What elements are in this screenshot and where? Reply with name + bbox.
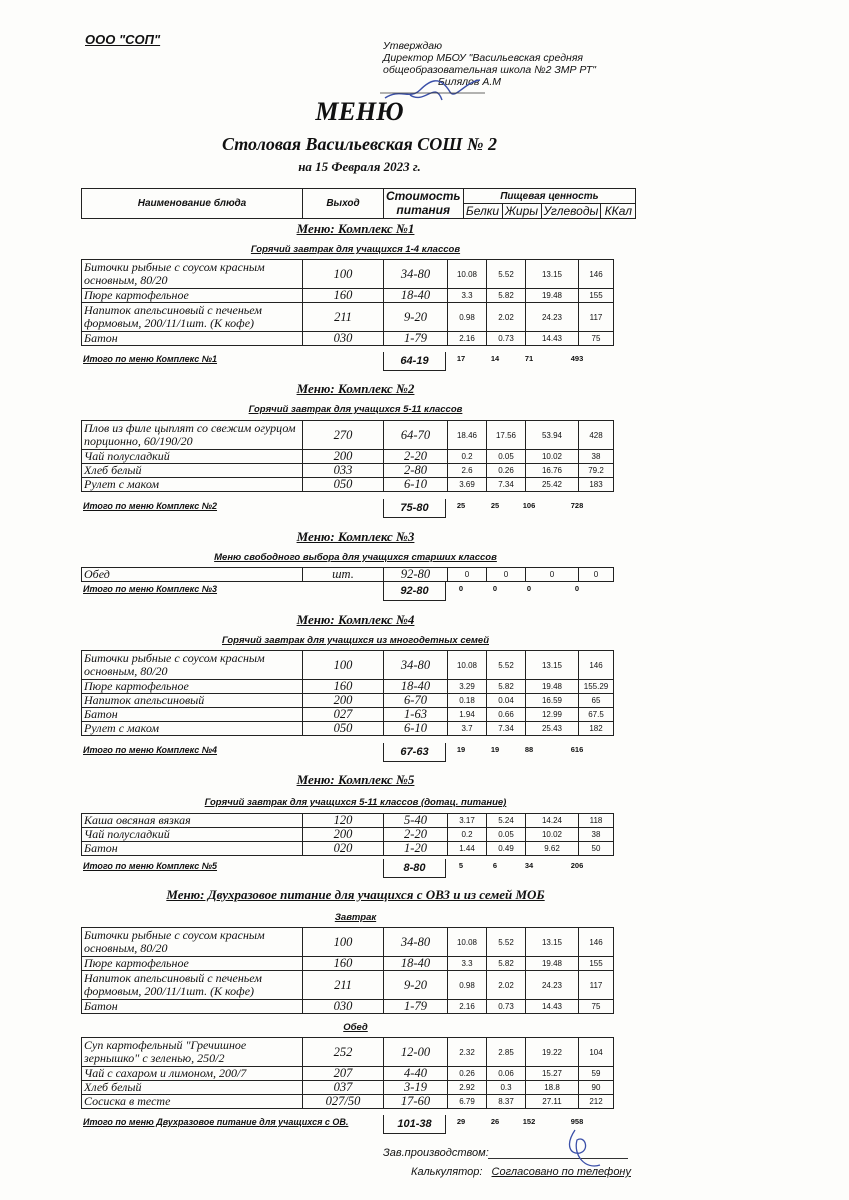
section-title: Меню: Комплекс №2 bbox=[296, 381, 415, 396]
dish-output: 020 bbox=[303, 842, 384, 856]
dish-name: Рулет с маком bbox=[82, 478, 303, 492]
total-label: Итого по меню Комплекс №5 bbox=[83, 861, 218, 871]
dish-fat: 0.06 bbox=[487, 1067, 526, 1081]
dish-output: 211 bbox=[303, 303, 384, 332]
col-fat-header: Жиры bbox=[502, 204, 541, 219]
total-label: Итого по меню Комплекс №4 bbox=[83, 745, 218, 755]
section-subtitle: Горячий завтрак для учащихся из многодетных семей bbox=[222, 635, 489, 646]
dish-output: 050 bbox=[303, 478, 384, 492]
dish-fat: 7.34 bbox=[487, 478, 526, 492]
dish-kcal: 50 bbox=[579, 842, 614, 856]
dish-carbs: 19.48 bbox=[526, 289, 579, 303]
dish-output: 207 bbox=[303, 1067, 384, 1081]
dish-carbs: 53.94 bbox=[526, 421, 579, 450]
dish-name: Батон bbox=[82, 332, 303, 346]
dish-kcal: 155.29 bbox=[579, 680, 614, 694]
dish-fat: 0 bbox=[487, 568, 526, 582]
dish-output: 160 bbox=[303, 957, 384, 971]
total-protein: 0 bbox=[458, 584, 464, 593]
dish-cost: 6-10 bbox=[384, 478, 448, 492]
total-cost: 75-80 bbox=[383, 499, 446, 518]
total-carbs: 0 bbox=[526, 584, 532, 593]
dish-carbs: 14.43 bbox=[526, 1000, 579, 1014]
dish-carbs: 25.42 bbox=[526, 478, 579, 492]
dish-name: Чай полусладкий bbox=[82, 828, 303, 842]
section-title: Меню: Комплекс №1 bbox=[296, 221, 415, 236]
table-row bbox=[82, 694, 614, 708]
dish-kcal: 38 bbox=[579, 450, 614, 464]
dish-output: 252 bbox=[303, 1038, 384, 1067]
table-row bbox=[82, 478, 614, 492]
table-row bbox=[82, 450, 614, 464]
dish-protein: 1.44 bbox=[448, 842, 487, 856]
dish-name: Батон bbox=[82, 708, 303, 722]
table-row bbox=[82, 722, 614, 736]
dish-carbs: 14.24 bbox=[526, 814, 579, 828]
production-signature bbox=[555, 1125, 615, 1175]
menu-date: на 15 Февраля 2023 г. bbox=[298, 159, 421, 174]
dish-name: Хлеб белый bbox=[82, 464, 303, 478]
dish-carbs: 24.23 bbox=[526, 971, 579, 1000]
dish-output: 200 bbox=[303, 694, 384, 708]
dish-kcal: 75 bbox=[579, 1000, 614, 1014]
col-out-header: Выход bbox=[303, 189, 384, 219]
table-row bbox=[82, 828, 614, 842]
dish-cost: 4-40 bbox=[384, 1067, 448, 1081]
dish-fat: 0.04 bbox=[487, 694, 526, 708]
total-cost: 101-38 bbox=[383, 1115, 446, 1134]
table-row bbox=[82, 842, 614, 856]
dish-carbs: 13.15 bbox=[526, 651, 579, 680]
footer-calculator-value: Согласовано по телефону bbox=[491, 1166, 631, 1178]
dish-name: Плов из филе цыплят со свежим огурцом порционно, 60/190/20 bbox=[82, 421, 303, 450]
dish-carbs: 25.43 bbox=[526, 722, 579, 736]
dish-kcal: 59 bbox=[579, 1067, 614, 1081]
dish-protein: 2.16 bbox=[448, 1000, 487, 1014]
dish-protein: 6.79 bbox=[448, 1095, 487, 1109]
dish-protein: 0.98 bbox=[448, 303, 487, 332]
menu-table bbox=[81, 927, 614, 1014]
dish-output: 050 bbox=[303, 722, 384, 736]
dish-name: Чай с сахаром и лимоном, 200/7 bbox=[82, 1067, 303, 1081]
dish-kcal: 104 bbox=[579, 1038, 614, 1067]
dish-fat: 5.82 bbox=[487, 680, 526, 694]
dish-output: 030 bbox=[303, 1000, 384, 1014]
dish-protein: 2.32 bbox=[448, 1038, 487, 1067]
total-fat: 25 bbox=[490, 501, 500, 510]
section-total bbox=[81, 1116, 630, 1132]
total-carbs: 152 bbox=[522, 1117, 536, 1126]
dish-carbs: 19.48 bbox=[526, 957, 579, 971]
section-subtitle: Горячий завтрак для учащихся 1-4 классов bbox=[250, 244, 461, 255]
dish-kcal: 155 bbox=[579, 957, 614, 971]
dish-cost: 1-79 bbox=[384, 1000, 448, 1014]
dish-protein: 3.17 bbox=[448, 814, 487, 828]
dish-cost: 1-20 bbox=[384, 842, 448, 856]
total-protein: 17 bbox=[456, 354, 466, 363]
dish-carbs: 19.48 bbox=[526, 680, 579, 694]
dish-output: 027/50 bbox=[303, 1095, 384, 1109]
dish-carbs: 15.27 bbox=[526, 1067, 579, 1081]
dish-protein: 10.08 bbox=[448, 651, 487, 680]
dish-output: 160 bbox=[303, 680, 384, 694]
total-label: Итого по меню Двухразовое питание для учащихся с ОВ. bbox=[83, 1117, 349, 1127]
menu-table bbox=[81, 650, 614, 736]
dish-kcal: 90 bbox=[579, 1081, 614, 1095]
menu-table bbox=[81, 813, 614, 856]
dish-name: Биточки рыбные с соусом красным основным, 80/20 bbox=[82, 260, 303, 289]
dish-fat: 0.73 bbox=[487, 1000, 526, 1014]
table-row bbox=[82, 332, 614, 346]
section-subtitle: Меню свободного выбора для учащихся старших классов bbox=[214, 552, 497, 563]
total-fat: 14 bbox=[490, 354, 500, 363]
table-row bbox=[82, 464, 614, 478]
footer-production bbox=[383, 1147, 489, 1159]
dish-fat: 0.49 bbox=[487, 842, 526, 856]
dish-carbs: 27.11 bbox=[526, 1095, 579, 1109]
menu-table bbox=[81, 567, 614, 582]
section-total bbox=[81, 353, 630, 369]
dish-cost: 1-63 bbox=[384, 708, 448, 722]
dish-name: Биточки рыбные с соусом красным основным, 80/20 bbox=[82, 928, 303, 957]
dish-output: шт. bbox=[303, 568, 384, 582]
col-cost-header-1: Стоимость bbox=[384, 189, 464, 204]
dish-cost: 64-70 bbox=[384, 421, 448, 450]
total-fat: 6 bbox=[492, 861, 498, 870]
dish-cost: 5-40 bbox=[384, 814, 448, 828]
approve-signer: Билялов А.М bbox=[437, 76, 501, 88]
total-carbs: 88 bbox=[524, 745, 534, 754]
table-row bbox=[82, 1067, 614, 1081]
dish-name: Хлеб белый bbox=[82, 1081, 303, 1095]
dish-name: Сосиска в тесте bbox=[82, 1095, 303, 1109]
table-row bbox=[82, 568, 614, 582]
dish-cost: 2-80 bbox=[384, 464, 448, 478]
dish-name: Батон bbox=[82, 842, 303, 856]
col-protein-header: Белки bbox=[463, 204, 502, 219]
table-row bbox=[82, 303, 614, 332]
dish-cost: 1-79 bbox=[384, 332, 448, 346]
dish-name: Суп картофельный "Гречишное зернышко" с зеленью, 250/2 bbox=[82, 1038, 303, 1067]
dish-cost: 18-40 bbox=[384, 289, 448, 303]
dish-carbs: 9.62 bbox=[526, 842, 579, 856]
total-fat: 26 bbox=[490, 1117, 500, 1126]
section-total bbox=[81, 583, 630, 599]
dish-protein: 0.98 bbox=[448, 971, 487, 1000]
menu-table bbox=[81, 420, 614, 492]
dish-cost: 34-80 bbox=[384, 928, 448, 957]
section-title: Меню: Комплекс №4 bbox=[296, 612, 415, 627]
dish-carbs: 18.8 bbox=[526, 1081, 579, 1095]
table-row bbox=[82, 957, 614, 971]
dish-cost: 6-70 bbox=[384, 694, 448, 708]
dish-cost: 9-20 bbox=[384, 971, 448, 1000]
dish-protein: 10.08 bbox=[448, 260, 487, 289]
dish-kcal: 146 bbox=[579, 651, 614, 680]
dish-kcal: 0 bbox=[579, 568, 614, 582]
dish-cost: 9-20 bbox=[384, 303, 448, 332]
total-cost: 8-80 bbox=[383, 859, 446, 878]
dish-protein: 3.29 bbox=[448, 680, 487, 694]
dish-protein: 3.3 bbox=[448, 289, 487, 303]
dish-protein: 1.94 bbox=[448, 708, 487, 722]
section-subtitle: Горячий завтрак для учащихся 5-11 классов bbox=[248, 404, 463, 415]
dish-output: 270 bbox=[303, 421, 384, 450]
total-kcal: 616 bbox=[570, 745, 584, 754]
dish-protein: 2.92 bbox=[448, 1081, 487, 1095]
total-carbs: 106 bbox=[522, 501, 536, 510]
dish-protein: 0.26 bbox=[448, 1067, 487, 1081]
dish-name: Напиток апельсиновый bbox=[82, 694, 303, 708]
dish-protein: 3.3 bbox=[448, 957, 487, 971]
dish-kcal: 117 bbox=[579, 303, 614, 332]
table-row bbox=[82, 814, 614, 828]
section-total bbox=[81, 860, 630, 876]
section-title: Меню: Комплекс №5 bbox=[296, 772, 415, 787]
dish-carbs: 19.22 bbox=[526, 1038, 579, 1067]
menu-table bbox=[81, 259, 614, 346]
dish-fat: 0.26 bbox=[487, 464, 526, 478]
approve-line-3: общеобразовательная школа №2 ЗМР РТ" bbox=[383, 64, 596, 76]
dish-output: 160 bbox=[303, 289, 384, 303]
total-kcal: 206 bbox=[570, 861, 584, 870]
page-subtitle: Столовая Васильевская СОШ № 2 bbox=[222, 134, 497, 154]
col-kcal-header: ККал bbox=[601, 204, 636, 219]
total-carbs: 34 bbox=[524, 861, 534, 870]
col-cost-header-2: питания bbox=[384, 204, 464, 219]
dish-protein: 3.7 bbox=[448, 722, 487, 736]
dish-output: 100 bbox=[303, 651, 384, 680]
dish-cost: 18-40 bbox=[384, 680, 448, 694]
dish-output: 200 bbox=[303, 828, 384, 842]
dish-kcal: 38 bbox=[579, 828, 614, 842]
dish-name: Обед bbox=[82, 568, 303, 582]
dish-kcal: 212 bbox=[579, 1095, 614, 1109]
total-kcal: 493 bbox=[570, 354, 584, 363]
dish-kcal: 183 bbox=[579, 478, 614, 492]
table-row bbox=[82, 1000, 614, 1014]
dish-fat: 5.82 bbox=[487, 289, 526, 303]
col-nutrition-header: Пищевая ценность bbox=[463, 189, 636, 204]
dish-kcal: 155 bbox=[579, 289, 614, 303]
total-label: Итого по меню Комплекс №2 bbox=[83, 501, 218, 511]
dish-cost: 17-60 bbox=[384, 1095, 448, 1109]
table-row bbox=[82, 1038, 614, 1067]
dish-cost: 2-20 bbox=[384, 828, 448, 842]
total-kcal: 958 bbox=[570, 1117, 584, 1126]
header-table bbox=[81, 188, 636, 219]
dish-name: Биточки рыбные с соусом красным основным, 80/20 bbox=[82, 651, 303, 680]
dish-cost: 12-00 bbox=[384, 1038, 448, 1067]
dish-fat: 0.3 bbox=[487, 1081, 526, 1095]
dish-carbs: 0 bbox=[526, 568, 579, 582]
table-row bbox=[82, 260, 614, 289]
dish-fat: 8.37 bbox=[487, 1095, 526, 1109]
page-title: МЕНЮ bbox=[315, 97, 404, 126]
dish-carbs: 10.02 bbox=[526, 828, 579, 842]
total-protein: 25 bbox=[456, 501, 466, 510]
col-name-header: Наименование блюда bbox=[82, 189, 303, 219]
ovz-breakfast-subtitle: Завтрак bbox=[334, 912, 377, 923]
footer-calculator-label: Калькулятор: bbox=[411, 1166, 483, 1178]
dish-fat: 2.85 bbox=[487, 1038, 526, 1067]
dish-protein: 3.69 bbox=[448, 478, 487, 492]
total-cost: 67-63 bbox=[383, 743, 446, 762]
ovz-lunch-subtitle: Обед bbox=[343, 1022, 368, 1033]
total-label: Итого по меню Комплекс №1 bbox=[83, 354, 218, 364]
dish-kcal: 117 bbox=[579, 971, 614, 1000]
table-row bbox=[82, 1081, 614, 1095]
dish-cost: 3-19 bbox=[384, 1081, 448, 1095]
dish-fat: 5.52 bbox=[487, 651, 526, 680]
dish-output: 100 bbox=[303, 260, 384, 289]
dish-kcal: 65 bbox=[579, 694, 614, 708]
total-kcal: 0 bbox=[574, 584, 580, 593]
dish-carbs: 13.15 bbox=[526, 260, 579, 289]
approve-line-2: Директор МБОУ "Васильевская средняя bbox=[383, 52, 584, 64]
dish-name: Рулет с маком bbox=[82, 722, 303, 736]
section-total bbox=[81, 500, 630, 516]
total-cost: 92-80 bbox=[383, 582, 446, 601]
dish-fat: 7.34 bbox=[487, 722, 526, 736]
table-row bbox=[82, 289, 614, 303]
dish-cost: 6-10 bbox=[384, 722, 448, 736]
dish-kcal: 428 bbox=[579, 421, 614, 450]
dish-fat: 5.82 bbox=[487, 957, 526, 971]
dish-output: 030 bbox=[303, 332, 384, 346]
total-protein: 29 bbox=[456, 1117, 466, 1126]
dish-carbs: 16.59 bbox=[526, 694, 579, 708]
dish-protein: 0.18 bbox=[448, 694, 487, 708]
dish-cost: 34-80 bbox=[384, 260, 448, 289]
table-row bbox=[82, 971, 614, 1000]
dish-cost: 92-80 bbox=[384, 568, 448, 582]
dish-cost: 34-80 bbox=[384, 651, 448, 680]
table-row bbox=[82, 680, 614, 694]
dish-name: Напиток апельсиновый с печеньем формовым, 200/11/1шт. (К кофе) bbox=[82, 971, 303, 1000]
total-fat: 19 bbox=[490, 745, 500, 754]
dish-kcal: 75 bbox=[579, 332, 614, 346]
dish-carbs: 13.15 bbox=[526, 928, 579, 957]
dish-kcal: 146 bbox=[579, 260, 614, 289]
table-row bbox=[82, 651, 614, 680]
dish-carbs: 24.23 bbox=[526, 303, 579, 332]
dish-cost: 18-40 bbox=[384, 957, 448, 971]
dish-fat: 5.24 bbox=[487, 814, 526, 828]
section-total bbox=[81, 744, 630, 760]
dish-fat: 0.73 bbox=[487, 332, 526, 346]
table-row bbox=[82, 928, 614, 957]
dish-protein: 18.46 bbox=[448, 421, 487, 450]
dish-fat: 2.02 bbox=[487, 971, 526, 1000]
col-carb-header: Углеводы bbox=[541, 204, 601, 219]
dish-output: 027 bbox=[303, 708, 384, 722]
dish-fat: 5.52 bbox=[487, 260, 526, 289]
dish-cost: 2-20 bbox=[384, 450, 448, 464]
dish-fat: 0.66 bbox=[487, 708, 526, 722]
dish-name: Пюре картофельное bbox=[82, 680, 303, 694]
dish-name: Чай полусладкий bbox=[82, 450, 303, 464]
ovz-section-title: Меню: Двухразовое питание для учащихся с ОВЗ и из семей МОБ bbox=[166, 887, 545, 902]
dish-fat: 0.05 bbox=[487, 828, 526, 842]
table-row bbox=[82, 708, 614, 722]
table-row bbox=[82, 421, 614, 450]
dish-kcal: 182 bbox=[579, 722, 614, 736]
dish-kcal: 67.5 bbox=[579, 708, 614, 722]
dish-carbs: 12.99 bbox=[526, 708, 579, 722]
approve-line-1: Утверждаю bbox=[383, 40, 443, 52]
dish-name: Каша овсяная вязкая bbox=[82, 814, 303, 828]
dish-carbs: 10.02 bbox=[526, 450, 579, 464]
dish-protein: 2.16 bbox=[448, 332, 487, 346]
dish-fat: 2.02 bbox=[487, 303, 526, 332]
dish-protein: 10.08 bbox=[448, 928, 487, 957]
section-subtitle: Горячий завтрак для учащихся 5-11 классов (дотац. питание) bbox=[204, 797, 507, 808]
section-title: Меню: Комплекс №3 bbox=[296, 529, 415, 544]
total-kcal: 728 bbox=[570, 501, 584, 510]
dish-kcal: 146 bbox=[579, 928, 614, 957]
dish-output: 211 bbox=[303, 971, 384, 1000]
total-carbs: 71 bbox=[524, 354, 534, 363]
footer-production-label: Зав.производством: bbox=[383, 1147, 489, 1159]
dish-name: Напиток апельсиновый с печеньем формовым, 200/11/1шт. (К кофе) bbox=[82, 303, 303, 332]
dish-fat: 5.52 bbox=[487, 928, 526, 957]
dish-fat: 17.56 bbox=[487, 421, 526, 450]
total-protein: 5 bbox=[458, 861, 464, 870]
dish-protein: 0.2 bbox=[448, 828, 487, 842]
total-cost: 64-19 bbox=[383, 352, 446, 371]
dish-output: 120 bbox=[303, 814, 384, 828]
dish-name: Пюре картофельное bbox=[82, 957, 303, 971]
total-protein: 19 bbox=[456, 745, 466, 754]
dish-output: 100 bbox=[303, 928, 384, 957]
dish-protein: 2.6 bbox=[448, 464, 487, 478]
dish-name: Батон bbox=[82, 1000, 303, 1014]
dish-protein: 0.2 bbox=[448, 450, 487, 464]
dish-output: 037 bbox=[303, 1081, 384, 1095]
company-name: ООО "СОП" bbox=[85, 32, 161, 47]
dish-output: 200 bbox=[303, 450, 384, 464]
total-label: Итого по меню Комплекс №3 bbox=[83, 584, 218, 594]
table-row bbox=[82, 1095, 614, 1109]
dish-name: Пюре картофельное bbox=[82, 289, 303, 303]
dish-carbs: 16.76 bbox=[526, 464, 579, 478]
dish-protein: 0 bbox=[448, 568, 487, 582]
dish-kcal: 79.2 bbox=[579, 464, 614, 478]
dish-carbs: 14.43 bbox=[526, 332, 579, 346]
dish-kcal: 118 bbox=[579, 814, 614, 828]
total-fat: 0 bbox=[492, 584, 498, 593]
dish-output: 033 bbox=[303, 464, 384, 478]
menu-table bbox=[81, 1037, 614, 1109]
dish-fat: 0.05 bbox=[487, 450, 526, 464]
